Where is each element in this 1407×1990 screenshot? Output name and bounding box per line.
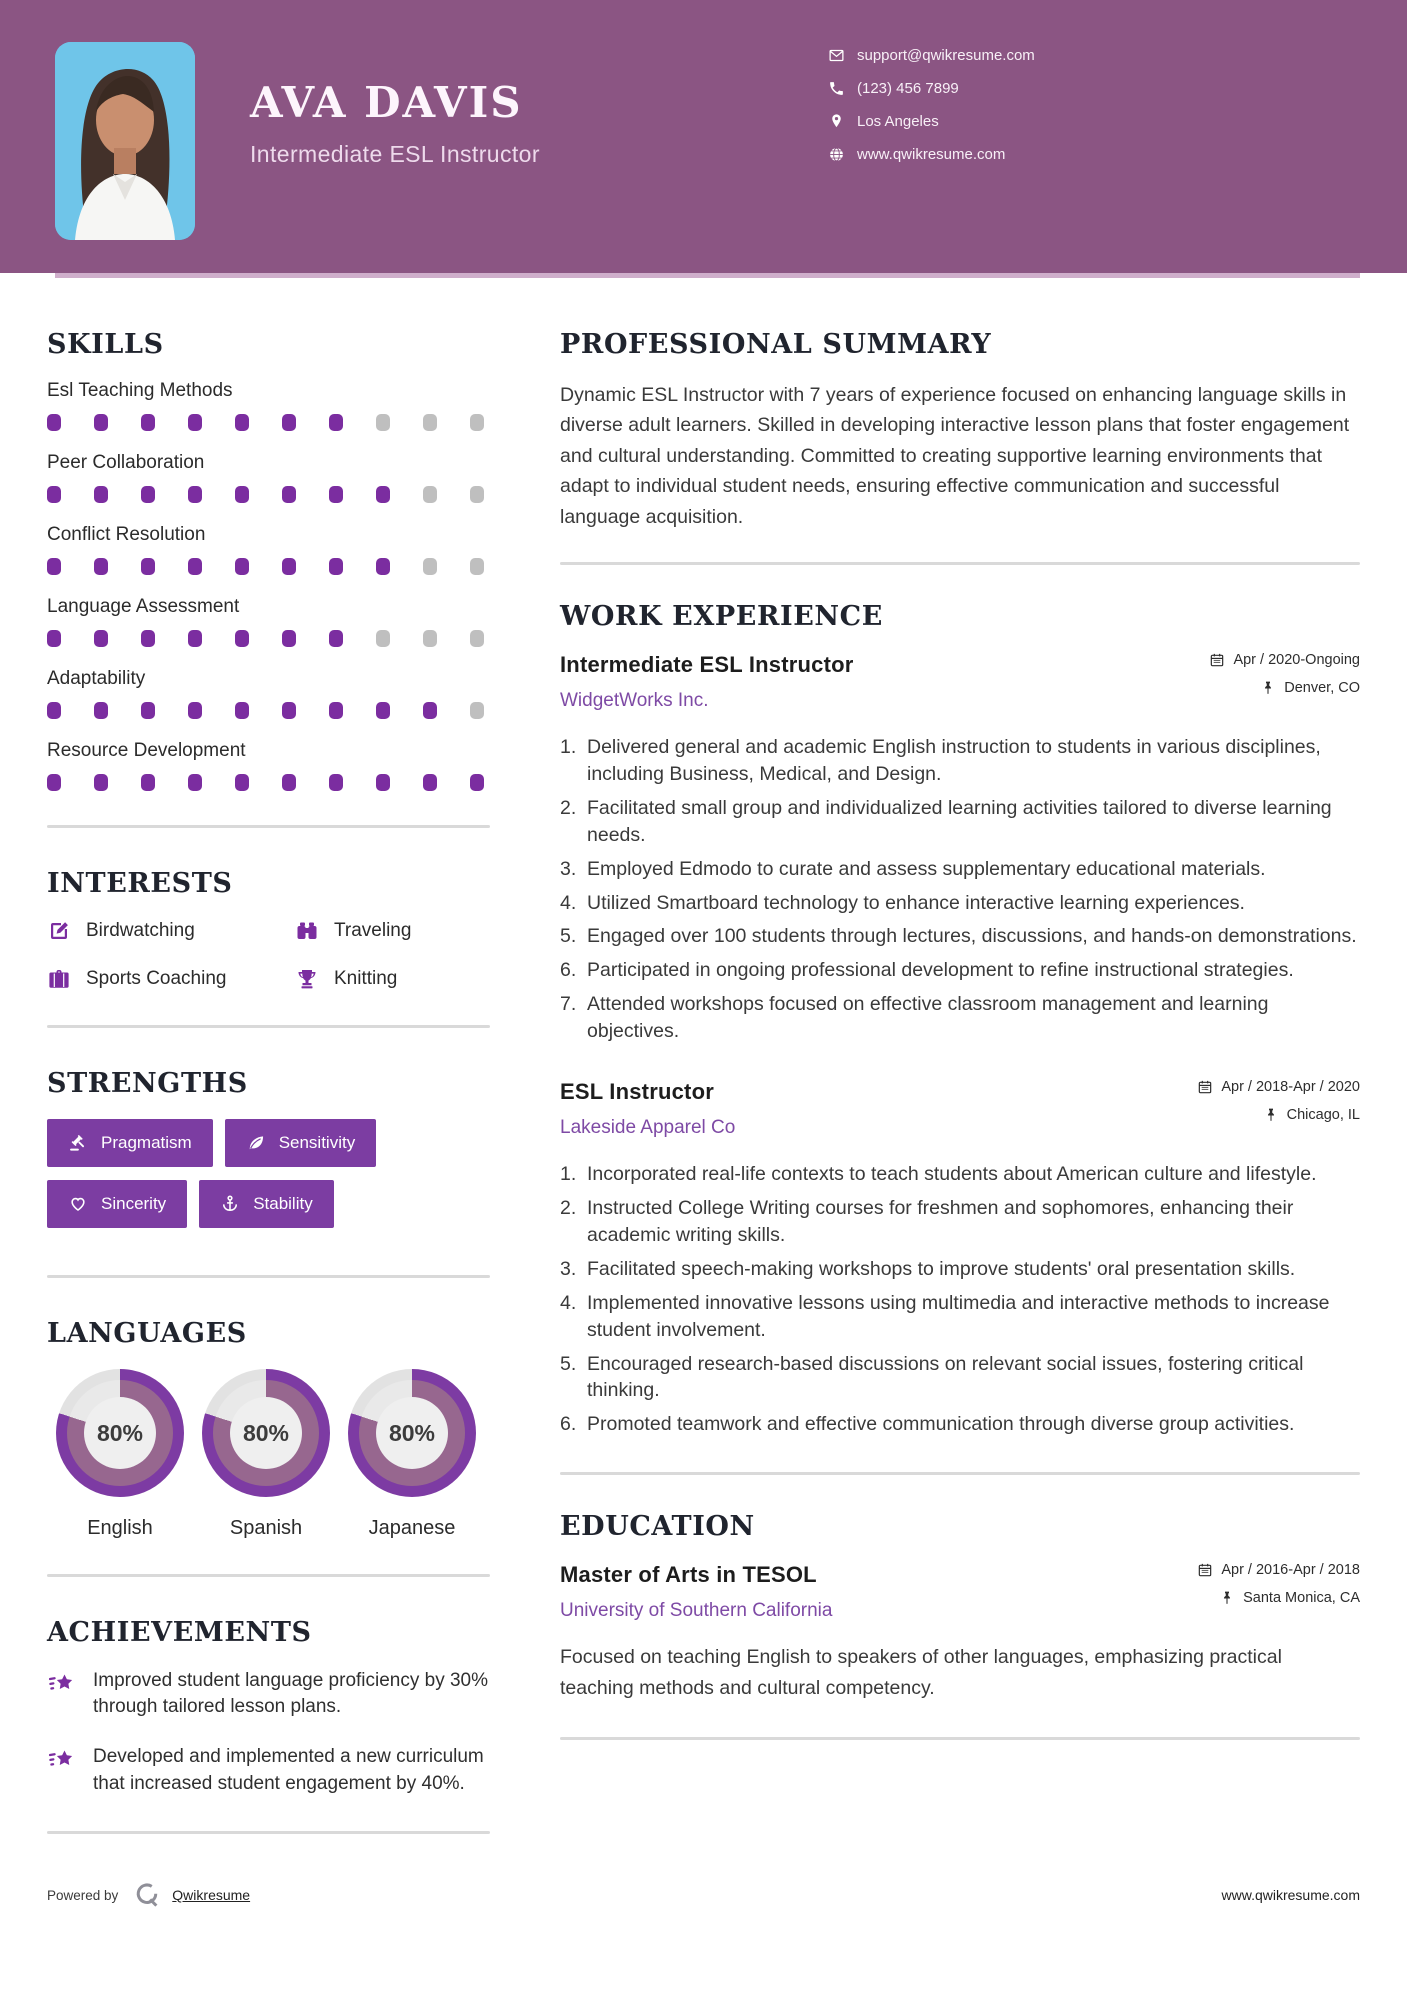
sidebar-divider — [47, 1831, 490, 1834]
job-bullet: Delivered general and academic English instruction to students in various disciplines, including Business, Medical, and Design. — [587, 736, 1321, 785]
job-company-link[interactable]: Lakeside Apparel Co — [560, 1117, 736, 1139]
contact-email[interactable] — [828, 44, 1035, 66]
summary-text: Dynamic ESL Instructor with 7 years of experience focused on enhancing language skills in diverse adult learners. Skilled in developing interactive lesson plans that foster engagement and cultural understanding. Committed to creating supportive learning environments that adapt to individual student needs, ensuring effective communication and successful language acquisition. — [560, 384, 1350, 528]
job-location-text: Chicago, IL — [1286, 1107, 1360, 1124]
email-icon — [828, 47, 845, 64]
rating-dot-filled — [235, 558, 249, 575]
job-bullet: Utilized Smartboard technology to enhance interactive learning experiences. — [587, 891, 1245, 914]
skill-rating — [47, 702, 497, 719]
languages-heading: LANGUAGES — [47, 1318, 247, 1349]
job-location — [1209, 680, 1360, 696]
rating-dot-filled — [47, 630, 61, 647]
heart-icon — [68, 1194, 88, 1214]
rating-dot-empty — [423, 486, 437, 503]
rating-dot-filled — [235, 702, 249, 719]
rating-dot-filled — [329, 486, 343, 503]
rating-dot-filled — [141, 630, 155, 647]
education-location-text: Santa Monica, CA — [1243, 1590, 1360, 1607]
interests-heading: INTERESTS — [47, 868, 233, 899]
language-percent: 80% — [388, 1419, 436, 1446]
skill-rating — [47, 414, 497, 431]
job-bullet: Facilitated small group and individualized learning activities tailored to diverse learning needs. — [587, 796, 1332, 846]
interests-list — [47, 919, 497, 991]
leaf-icon — [246, 1133, 266, 1153]
rating-dot-filled — [329, 774, 343, 791]
contact-website[interactable] — [828, 143, 1035, 165]
strength-badge — [199, 1180, 334, 1228]
work-heading: WORK EXPERIENCE — [560, 601, 883, 633]
education-heading: EDUCATION — [560, 1511, 755, 1543]
calendar-icon — [1197, 1079, 1213, 1095]
contact-website-text: www.qwikresume.com — [857, 145, 1006, 163]
strength-badge — [47, 1119, 213, 1167]
rating-dot-filled — [94, 414, 108, 431]
interest-label: Traveling — [334, 920, 412, 941]
job-location — [1197, 1107, 1360, 1123]
language-item — [47, 1369, 193, 1540]
rating-dot-filled — [47, 702, 61, 719]
pushpin-icon — [1263, 1107, 1279, 1123]
calendar-icon — [1209, 652, 1225, 668]
rating-dot-empty — [376, 414, 390, 431]
rating-dot-filled — [141, 414, 155, 431]
shooting-star-icon — [47, 1746, 77, 1776]
rating-dot-filled — [282, 558, 296, 575]
rating-dot-empty — [470, 558, 484, 575]
rating-dot-filled — [94, 774, 108, 791]
job-bullet: Employed Edmodo to curate and assess supplementary educational materials. — [587, 857, 1266, 880]
qwikresume-logo-icon — [132, 1880, 162, 1910]
skill-item — [47, 524, 497, 575]
sidebar-divider — [47, 1574, 490, 1577]
rating-dot-filled — [188, 774, 202, 791]
language-donut — [348, 1369, 476, 1497]
education-location — [1197, 1590, 1360, 1606]
interest-item — [47, 919, 295, 943]
education-school-link[interactable]: University of Southern California — [560, 1600, 833, 1622]
rating-dot-empty — [423, 630, 437, 647]
contact-phone-text: (123) 456 7899 — [857, 79, 959, 97]
job-bullets — [560, 1161, 1360, 1438]
achievement-item — [47, 1744, 497, 1796]
anchor-icon — [220, 1194, 240, 1214]
interest-item — [47, 967, 295, 991]
language-percent: 80% — [242, 1419, 290, 1446]
strength-label: Stability — [253, 1194, 313, 1213]
job-entry — [560, 1079, 1360, 1438]
job-dates-text: Apr / 2020-Ongoing — [1233, 652, 1360, 669]
profile-photo-illustration — [55, 42, 195, 240]
skill-item — [47, 380, 497, 431]
education-dates — [1197, 1562, 1360, 1578]
skill-item — [47, 596, 497, 647]
footer — [47, 1880, 1360, 1910]
language-label: English — [87, 1517, 153, 1539]
language-label: Spanish — [229, 1517, 303, 1539]
rating-dot-empty — [470, 486, 484, 503]
job-bullet: Instructed College Writing courses for freshmen and sophomores, enhancing their academic writing skills. — [587, 1197, 1294, 1246]
job-bullet: Participated in ongoing professional development to refine instructional strategies. — [587, 959, 1294, 982]
rating-dot-filled — [329, 414, 343, 431]
rating-dot-filled — [376, 486, 390, 503]
strength-badge — [225, 1119, 377, 1167]
rating-dot-filled — [141, 702, 155, 719]
rating-dot-filled — [282, 774, 296, 791]
rating-dot-filled — [94, 702, 108, 719]
job-bullets — [560, 734, 1360, 1045]
language-percent: 80% — [96, 1419, 144, 1446]
rating-dot-filled — [141, 558, 155, 575]
job-bullet: Facilitated speech-making workshops to improve students' oral presentation skills. — [587, 1257, 1296, 1280]
achievement-text: Developed and implemented a new curriculum that increased student engagement by 40%. — [93, 1746, 484, 1794]
skill-rating — [47, 486, 497, 503]
achievements-list — [47, 1668, 497, 1797]
rating-dot-filled — [282, 702, 296, 719]
sidebar — [47, 329, 497, 1874]
language-item — [193, 1369, 339, 1540]
rating-dot-filled — [188, 558, 202, 575]
language-label: Japanese — [368, 1517, 456, 1539]
calendar-icon — [1197, 1562, 1213, 1578]
pushpin-icon — [1219, 1590, 1235, 1606]
candidate-name: AVA DAVIS — [250, 78, 523, 127]
interest-item — [295, 967, 497, 991]
pushpin-icon — [1260, 680, 1276, 696]
rating-dot-empty — [470, 702, 484, 719]
trophy-icon — [295, 967, 319, 991]
achievements-heading: ACHIEVEMENTS — [47, 1617, 312, 1648]
main-divider — [560, 1472, 1360, 1475]
skill-name: Peer Collaboration — [47, 452, 205, 473]
rating-dot-filled — [282, 630, 296, 647]
sidebar-divider — [47, 825, 490, 828]
skill-name: Language Assessment — [47, 596, 240, 617]
job-dates-text: Apr / 2018-Apr / 2020 — [1221, 1079, 1360, 1096]
rating-dot-filled — [282, 486, 296, 503]
gavel-icon — [68, 1133, 88, 1153]
strength-badge — [47, 1180, 187, 1228]
rating-dot-filled — [329, 630, 343, 647]
rating-dot-filled — [235, 630, 249, 647]
rating-dot-filled — [94, 630, 108, 647]
header — [0, 0, 1407, 273]
rating-dot-filled — [376, 702, 390, 719]
rating-dot-empty — [423, 414, 437, 431]
strength-label: Sensitivity — [278, 1133, 356, 1152]
language-donut — [56, 1369, 184, 1497]
skill-name: Esl Teaching Methods — [47, 380, 233, 401]
phone-icon — [828, 80, 845, 97]
rating-dot-filled — [188, 630, 202, 647]
interest-label: Knitting — [334, 968, 398, 989]
rating-dot-filled — [376, 774, 390, 791]
job-bullet: Promoted teamwork and effective communication through diverse group activities. — [587, 1413, 1295, 1436]
rating-dot-filled — [188, 414, 202, 431]
shooting-star-icon — [47, 1670, 77, 1700]
skill-rating — [47, 630, 497, 647]
summary-heading: PROFESSIONAL SUMMARY — [560, 329, 992, 360]
job-dates — [1197, 1079, 1360, 1095]
qwikresume-link[interactable]: Qwikresume — [172, 1887, 251, 1903]
language-item — [339, 1369, 485, 1540]
job-bullet: Attended workshops focused on effective classroom management and learning objectives. — [587, 993, 1269, 1043]
achievement-text: Improved student language proficiency by 30% through tailored lesson plans. — [93, 1670, 489, 1718]
profile-photo — [55, 42, 195, 240]
education-entry — [560, 1562, 1360, 1703]
rating-dot-empty — [470, 630, 484, 647]
rating-dot-filled — [188, 486, 202, 503]
contact-location[interactable] — [828, 110, 1035, 132]
job-title: ESL Instructor — [560, 1079, 714, 1105]
skill-name: Conflict Resolution — [47, 524, 206, 545]
job-title: Intermediate ESL Instructor — [560, 652, 854, 678]
job-bullet: Implemented innovative lessons using multimedia and interactive methods to increase student involvement. — [587, 1291, 1330, 1341]
job-dates — [1209, 652, 1360, 668]
rating-dot-filled — [235, 486, 249, 503]
skill-item — [47, 668, 497, 719]
rating-dot-filled — [235, 774, 249, 791]
education-degree: Master of Arts in TESOL — [560, 1562, 817, 1588]
contact-list — [828, 44, 1035, 176]
interest-item — [295, 919, 497, 943]
job-location-text: Denver, CO — [1284, 680, 1360, 697]
skill-item — [47, 452, 497, 503]
contact-location-text: Los Angeles — [857, 112, 939, 130]
skill-name: Resource Development — [47, 740, 246, 761]
languages-list — [47, 1369, 497, 1540]
job-bullet: Incorporated real-life contexts to teach students about American culture and lifestyle. — [587, 1163, 1317, 1186]
rating-dot-empty — [376, 630, 390, 647]
main-divider — [560, 562, 1360, 565]
skill-rating — [47, 558, 497, 575]
strength-label: Sincerity — [101, 1194, 167, 1213]
rating-dot-filled — [329, 558, 343, 575]
interest-label: Birdwatching — [86, 920, 195, 941]
contact-phone[interactable] — [828, 77, 1035, 99]
main-column — [560, 329, 1360, 1874]
rating-dot-filled — [141, 486, 155, 503]
sidebar-divider — [47, 1275, 490, 1278]
footer-site-link[interactable]: www.qwikresume.com — [1221, 1887, 1360, 1903]
strengths-heading: STRENGTHS — [47, 1068, 248, 1099]
skills-list — [47, 380, 497, 791]
briefcase-icon — [47, 967, 71, 991]
job-bullet: Engaged over 100 students through lectures, discussions, and hands-on demonstrations. — [587, 925, 1357, 948]
strengths-list — [47, 1119, 467, 1241]
interest-label: Sports Coaching — [86, 968, 227, 989]
pencil-icon — [47, 919, 71, 943]
rating-dot-filled — [94, 486, 108, 503]
rating-dot-empty — [470, 414, 484, 431]
achievement-item — [47, 1668, 497, 1720]
job-entry — [560, 652, 1360, 1045]
main-divider — [560, 1737, 1360, 1740]
strength-label: Pragmatism — [101, 1133, 192, 1152]
skill-item — [47, 740, 497, 791]
candidate-title: Intermediate ESL Instructor — [250, 141, 540, 167]
job-company-link[interactable]: WidgetWorks Inc. — [560, 690, 709, 712]
rating-dot-filled — [423, 774, 437, 791]
rating-dot-filled — [47, 774, 61, 791]
education-description: Focused on teaching English to speakers of other languages, emphasizing practical teaching methods and cultural competency. — [560, 1646, 1282, 1699]
rating-dot-filled — [282, 414, 296, 431]
rating-dot-filled — [47, 486, 61, 503]
language-donut — [202, 1369, 330, 1497]
rating-dot-filled — [376, 558, 390, 575]
rating-dot-filled — [47, 558, 61, 575]
skills-heading: SKILLS — [47, 329, 164, 360]
header-underline — [55, 273, 1360, 278]
skill-name: Adaptability — [47, 668, 146, 689]
rating-dot-filled — [329, 702, 343, 719]
sidebar-divider — [47, 1025, 490, 1028]
rating-dot-filled — [423, 702, 437, 719]
skill-rating — [47, 774, 497, 791]
rating-dot-filled — [235, 414, 249, 431]
powered-by-label: Powered by — [47, 1887, 119, 1903]
education-dates-text: Apr / 2016-Apr / 2018 — [1221, 1562, 1360, 1579]
contact-email-text: support@qwikresume.com — [857, 46, 1035, 64]
globe-icon — [828, 146, 845, 163]
binoculars-icon — [295, 919, 319, 943]
rating-dot-filled — [94, 558, 108, 575]
rating-dot-empty — [423, 558, 437, 575]
location-icon — [828, 113, 845, 130]
rating-dot-filled — [141, 774, 155, 791]
rating-dot-filled — [188, 702, 202, 719]
rating-dot-filled — [47, 414, 61, 431]
rating-dot-filled — [470, 774, 484, 791]
job-bullet: Encouraged research-based discussions on relevant social issues, fostering critical thinking. — [587, 1352, 1304, 1402]
